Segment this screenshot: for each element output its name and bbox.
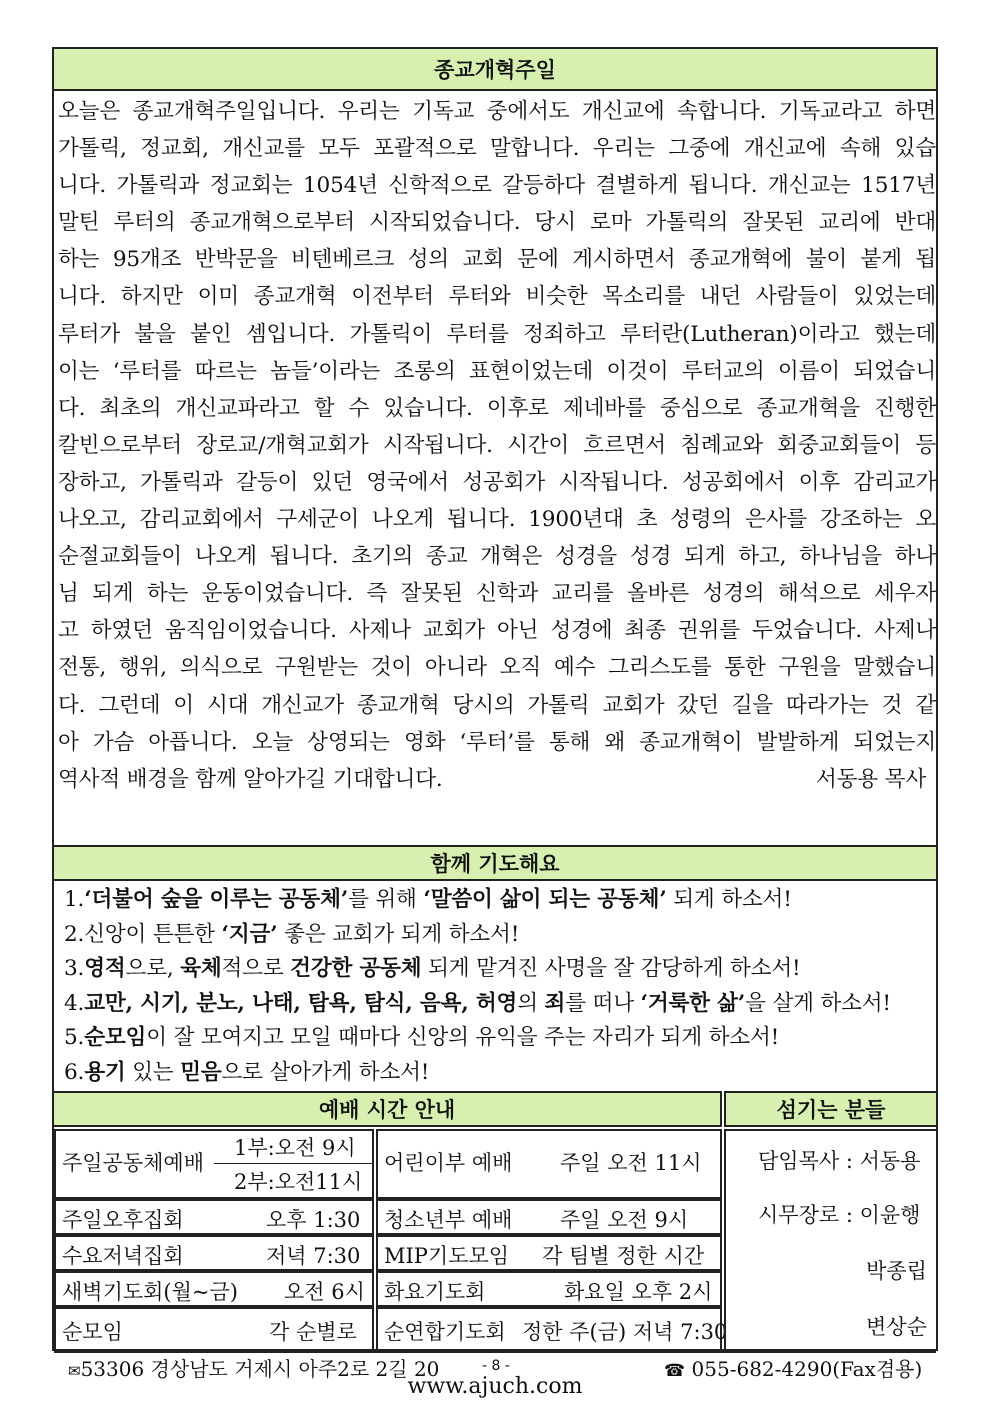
- schedule-right-time: 주일 오전 11시: [560, 1151, 702, 1175]
- prayer-text: 이 잘 모여지고 모일 때마다 신앙의 유익을 주는 자리가 되게 하소서!: [146, 1025, 780, 1050]
- prayer-text: 를 위해: [348, 887, 424, 912]
- prayer-text: 4.: [64, 990, 85, 1016]
- servants-title: 섬기는 분들: [724, 1091, 936, 1127]
- phone-text: 055-682-4290(Fax겸용): [691, 1357, 923, 1381]
- prayer-text: 있는: [125, 1059, 181, 1085]
- sermon-line: 이는 ‘루터를 따르는 놈들’이라는 조롱의 표현이었는데 이것이 루터교의 이름이 되었습니: [58, 358, 936, 384]
- sunday-worship-name: 주일공동체예배: [62, 1151, 205, 1175]
- schedule-right-time: 화요일 오후 2시: [564, 1280, 713, 1304]
- prayer-item: [64, 883, 934, 918]
- prayer-title: 함께 기도해요: [54, 845, 936, 881]
- sermon-line: 말틴 루터의 종교개혁으로부터 시작되었습니다. 당시 로마 가톨릭의 잘못된 교리에 반대: [58, 210, 936, 236]
- prayer-text: 되게 하소서!: [666, 887, 792, 912]
- prayer-text: 1.: [64, 887, 85, 912]
- sermon-line: 니다. 하지만 이미 종교개혁 이전부터 루터와 비슷한 목소리를 내던 사람들이 있었는데: [58, 284, 936, 310]
- phone-icon: ☎: [664, 1361, 686, 1381]
- prayer-text: 5.: [64, 1025, 85, 1050]
- prayer-emphasis: ‘더불어 숲을 이루는 공동체’: [84, 887, 349, 912]
- schedule-right-name: 화요기도회: [384, 1280, 486, 1304]
- prayer-text: 6.: [64, 1059, 85, 1085]
- prayer-item: [64, 952, 934, 987]
- sermon-line: 님 되게 하는 운동이었습니다. 즉 잘못된 신학과 교리를 올바른 성경의 해석으로 세우자: [58, 581, 936, 607]
- sermon-line: 루터가 불을 붙인 셈입니다. 가톨릭이 루터를 정죄하고 루터란(Lutheran)이라고 했는데: [58, 321, 936, 347]
- sermon-line: 니다. 가톨릭과 정교회는 1054년 신학적으로 갈등하다 결별하게 됩니다. 개신교는 1517년: [58, 173, 936, 199]
- prayer-item: [64, 918, 934, 953]
- prayer-text: 를 떠나: [565, 990, 641, 1016]
- schedule-right-name: 순연합기도회: [384, 1320, 506, 1344]
- divider: [214, 1163, 372, 1164]
- prayer-text: 2.신앙이 튼튼한: [64, 921, 222, 947]
- schedule-right-time: 정한 주(금) 저녁 7:30: [522, 1320, 728, 1344]
- prayer-emphasis: 육체: [180, 956, 222, 981]
- prayer-text: 으로,: [125, 956, 181, 981]
- sermon-line: 순절교회들이 나오게 됩니다. 초기의 종교 개혁은 성경을 성경 되게 하고, 하나님을 하나: [58, 544, 936, 570]
- prayer-text: 3.: [64, 956, 85, 981]
- page-number: - 8 -: [482, 1358, 510, 1374]
- prayer-text: 적으로: [221, 956, 291, 981]
- servant-elder-3: 변상순: [866, 1315, 927, 1339]
- prayer-emphasis: ‘말씀이 삶이 되는 공동체’: [423, 887, 667, 912]
- prayer-text: 으로 살아가게 하소서!: [221, 1059, 430, 1085]
- prayer-emphasis: 건강한 공동체: [290, 956, 422, 981]
- schedule-right-time: 각 팀별 정한 시간: [542, 1244, 705, 1268]
- sermon-line: 다. 최초의 개신교파라고 할 수 있습니다. 이후로 제네바를 중심으로 종교개혁을 진행한: [58, 395, 936, 421]
- prayer-emphasis: 용기: [84, 1059, 126, 1085]
- servant-pastor: 담임목사 : 서동용: [758, 1149, 921, 1173]
- schedule-left-name: 새벽기도회(월~금): [62, 1280, 238, 1304]
- sermon-line: 다. 그런데 이 시대 개신교가 종교개혁 당시의 가톨릭 교회가 갔던 길을 따라가는 것 같: [58, 692, 936, 718]
- prayer-item: [64, 1021, 934, 1056]
- bulletin-page-frame: [52, 47, 938, 1399]
- schedule-left-name: 주일오후집회: [62, 1208, 184, 1232]
- schedule-title: 예배 시간 안내: [54, 1091, 722, 1127]
- sermon-line: 나오고, 감리교회에서 구세군이 나오게 됩니다. 1900년대 초 성령의 은사를 강조하는 오: [58, 507, 936, 533]
- prayer-text: 좋은 교회가 되게 하소서!: [277, 921, 520, 947]
- prayer-item: [64, 1056, 934, 1091]
- sermon-title: 종교개혁주일: [54, 49, 936, 91]
- prayer-text: 되게 맡겨진 사명을 잘 감당하게 하소서!: [421, 956, 801, 981]
- sermon-line: 장하고, 가톨릭과 갈등이 있던 영국에서 성공회가 시작됩니다. 성공회에서 이후 감리교가: [58, 469, 936, 495]
- schedule-left-name: 순모임: [62, 1320, 123, 1344]
- schedule-right-time: 주일 오전 9시: [560, 1208, 689, 1232]
- sunday-worship-time1: 1부:오전 9시: [234, 1136, 356, 1160]
- prayer-emphasis: 죄: [544, 990, 566, 1016]
- sermon-line: 가톨릭, 정교회, 개신교를 모두 포괄적으로 말합니다. 우리는 그중에 개신교에 속해 있습: [58, 136, 936, 162]
- prayer-emphasis: ‘지금’: [221, 921, 278, 947]
- sermon-line: 칼빈으로부터 장로교/개혁교회가 시작됩니다. 시간이 흐르면서 침례교와 회중교회들이 등: [58, 432, 936, 458]
- sermon-body: [58, 93, 936, 798]
- schedule-left-time: 오후 1:30: [266, 1208, 361, 1232]
- address-text: 53306 경상남도 거제시 아주2로 2길 20: [80, 1357, 440, 1381]
- prayer-emphasis: 영적: [84, 956, 126, 981]
- servant-elder-2: 박종립: [866, 1259, 927, 1283]
- footer-website[interactable]: www.ajuch.com: [407, 1374, 583, 1399]
- prayer-list: [64, 883, 934, 1090]
- prayer-emphasis: 교만, 시기, 분노, 나태, 탐욕, 탐식, 음욕, 허영: [84, 990, 518, 1016]
- sermon-line: 역사적 배경을 함께 알아가길 기대합니다.: [58, 766, 443, 792]
- prayer-emphasis: 믿음: [180, 1059, 222, 1085]
- prayer-text: 을 살게 하소서!: [745, 990, 891, 1016]
- schedule-left-time: 오전 6시: [284, 1280, 365, 1304]
- sermon-line: 하는 95개조 반박문을 비텐베르크 성의 교회 문에 게시하면서 종교개혁에 불이 붙게 됩: [58, 247, 936, 273]
- sunday-worship-time2: 2부:오전11시: [234, 1170, 363, 1194]
- schedule-left-name: 수요저녁집회: [62, 1244, 184, 1268]
- sermon-author: 서동용 목사: [816, 766, 926, 792]
- schedule-right-name: 청소년부 예배: [384, 1208, 513, 1232]
- servant-elder: 시무장로 : 이윤행: [758, 1203, 921, 1227]
- prayer-emphasis: ‘거룩한 삶’: [640, 990, 746, 1016]
- schedule-left-time: 저녁 7:30: [266, 1244, 361, 1268]
- schedule-right-name: MIP기도모임: [384, 1244, 510, 1268]
- sermon-line: 아 가슴 아픕니다. 오늘 상영되는 영화 ‘루터’를 통해 왜 종교개혁이 발발하게 되었는지: [58, 729, 936, 755]
- prayer-item: [64, 987, 934, 1022]
- prayer-emphasis: 순모임: [84, 1025, 147, 1050]
- schedule-right-name: 어린이부 예배: [384, 1151, 513, 1175]
- sermon-line: 오늘은 종교개혁주일입니다. 우리는 기독교 중에서도 개신교에 속합니다. 기독교라고 하면: [58, 99, 936, 124]
- prayer-text: 의: [517, 990, 545, 1016]
- mail-icon: ✉: [68, 1362, 81, 1380]
- sermon-line: 고 하였던 움직임이었습니다. 사제나 교회가 아닌 성경에 최종 권위를 두었습니다. 사제나: [58, 618, 936, 644]
- schedule-left-time: 각 순별로: [269, 1320, 357, 1344]
- sermon-line: 전통, 행위, 의식으로 구원받는 것이 아니라 오직 예수 그리스도를 통한 구원을 말했습니: [58, 655, 936, 681]
